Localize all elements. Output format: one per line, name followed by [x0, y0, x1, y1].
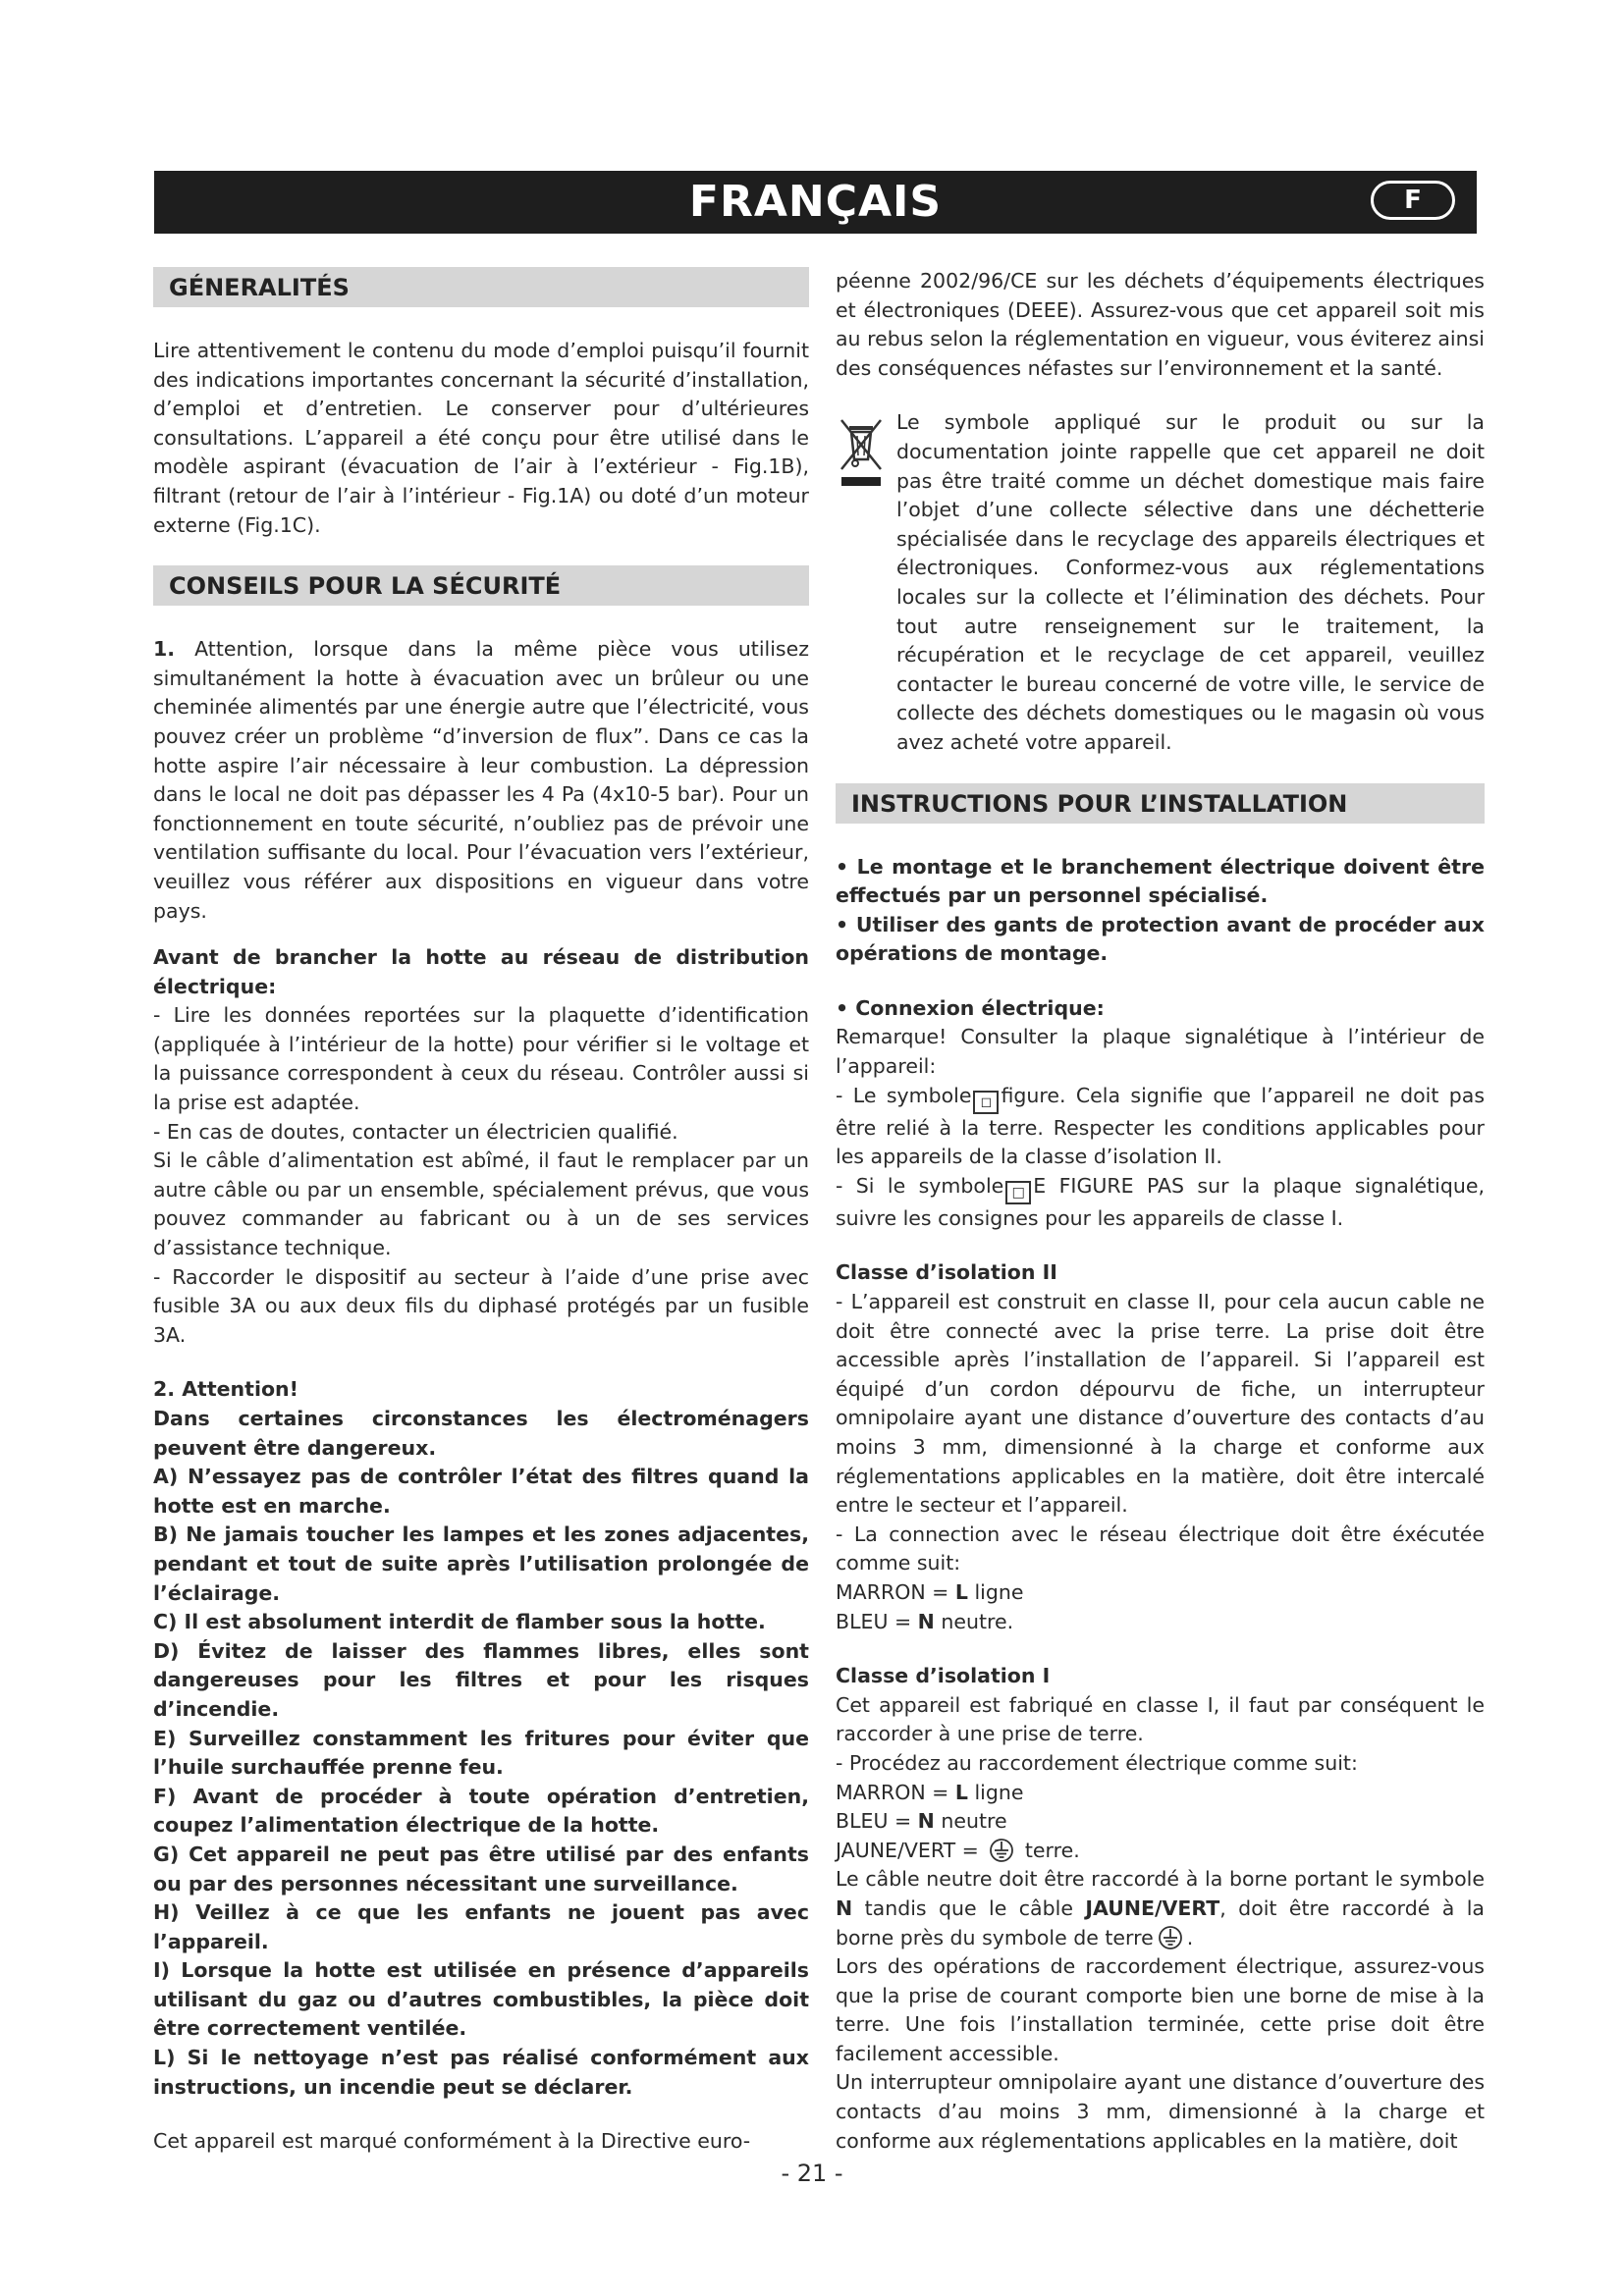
wire-label: JAUNE/VERT =	[836, 1838, 986, 1862]
connexion-2a: - Le symbole	[836, 1083, 972, 1107]
paragraph-before-4: - Raccorder le dispositif au secteur à l’aide d’une prise avec fusible 3A ou aux deux fils du diphasé protégés par un fusible 3A.	[153, 1264, 809, 1347]
paragraph-classe-2-2: - La connection avec le réseau électrique doit être éxécutée comme suit:	[836, 1522, 1485, 1575]
section-header-installation: INSTRUCTIONS POUR L’INSTALLATION	[836, 783, 1485, 824]
safety-1-text: Attention, lorsque dans la même pièce vous utilisez simultanément la hotte à évacuation avec un brûleur ou une cheminée alimentés par une énergie autre que l’électricité, vous pouvez créer un problème “d’inversion de flux”. Dans ce cas la hotte aspire l’air nécessaire à leur combustion. La dépression dans le local ne doit pas dépasser les 4 Pa (4x10-5 bar). Pour un fonctionnement en toute sécurité, n’oubliez pas de prévoir une ventilation suffisante du local. Pour l’évacuation vers l’extérieur, veuillez vous référer aux dispositions en vigueur dans votre pays.	[153, 637, 809, 923]
text-part: Le câble neutre doit être raccordé à la borne portant le symbole	[836, 1867, 1485, 1892]
paragraph-classe-1-1: Cet appareil est fabriqué en classe I, il faut par conséquent le raccorder à une prise de terre.	[836, 1692, 1485, 1746]
right-column	[836, 267, 1485, 2156]
wire-desc: neutre.	[934, 1609, 1014, 1633]
wire-label: MARRON =	[836, 1579, 955, 1604]
connexion-3a: - Si le symbole	[836, 1173, 1004, 1198]
paragraph-general: Lire attentivement le contenu du mode d’emploi puisqu’il fournit des indications importantes concernant la sécurité d’installation, d’emploi et d’entretien. Le conserver pour d’ultérieures consultations. L’appareil a été conçu pour être utilisé dans le modèle aspirant (évacuation de l’air à l’extérieur - Fig.1B), filtrant (retour de l’air à l’intérieur - Fig.1A) ou doté d’un moteur externe (Fig.1C).	[153, 339, 809, 537]
paragraph-connexion-2	[836, 1082, 1485, 1172]
wire-code: L	[954, 1579, 968, 1604]
subheading-avant-brancher: Avant de brancher la hotte au réseau de distribution électrique:	[153, 945, 809, 998]
paragraph-before-3: Si le câble d’alimentation est abîmé, il faut le remplacer par un autre câble ou par un ensemble, spécialement prévus, que vous pouvez commander au fabricant ou à un de ses services d’assistance technique.	[153, 1148, 809, 1260]
attention-item-a: A) N’essayez pas de contrôler l’état des filtres quand la hotte est en marche.	[153, 1465, 809, 1518]
wire-desc: ligne	[967, 1780, 1024, 1804]
attention-item-b: B) Ne jamais toucher les lampes et les zones adjacentes, pendant et tout de suite après l’utilisation prolongée de l’éclairage.	[153, 1522, 809, 1605]
wire-marron-c1	[836, 1779, 1485, 1808]
subheading-connexion: • Connexion électrique:	[836, 995, 1105, 1020]
left-column	[153, 267, 809, 2157]
text-part: , doit être raccordé à la borne près du symbole de terre	[836, 1896, 1485, 1949]
attention-intro: Dans certaines circonstances les électroménagers peuvent être dangereux.	[153, 1407, 809, 1460]
text-part-bold: N	[836, 1896, 853, 1920]
connexion-3b: E FIGURE PAS sur la plaque signalétique, suivre les consignes pour les appareils de classe I.	[836, 1173, 1485, 1230]
paragraph-weee-continued: péenne 2002/96/CE sur les déchets d’équipements électriques et électroniques (DEEE). Assurez-vous que cet appareil soit mis au rebus selon la réglementation en vigueur, vous éviterez ainsi des conséquences néfastes sur l’environnement et la santé.	[836, 269, 1485, 380]
attention-item-d: D) Évitez de laisser des flammes libres, elles sont dangereuses pour les filtres et pour les risques d’incendie.	[153, 1638, 809, 1721]
wire-code: N	[917, 1809, 935, 1834]
wire-desc: terre.	[1018, 1838, 1080, 1862]
paragraph-connexion-3	[836, 1172, 1485, 1234]
wire-code: N	[917, 1609, 935, 1633]
attention-item-f: F) Avant de procéder à toute opération d’entretien, coupez l’alimentation électrique de la hotte.	[153, 1784, 809, 1838]
attention-item-i: I) Lorsque la hotte est utilisée en présence d’appareils utilisant du gaz ou d’autres combustibles, la pièce doit être correctement ventilée.	[153, 1958, 809, 2041]
section-header-securite: CONSEILS POUR LA SÉCURITÉ	[153, 565, 809, 606]
wire-bleu-c2	[836, 1608, 1485, 1637]
install-bullet-1: • Le montage et le branchement électrique doivent être effectués par un personnel spécialisé.	[836, 854, 1485, 908]
text-part-bold: JAUNE/VERT	[1085, 1896, 1220, 1920]
attention-item-l: L) Si le nettoyage n’est pas réalisé conformément aux instructions, un incendie peut se déclarer.	[153, 2046, 809, 2099]
text-part: tandis que le câble	[852, 1896, 1086, 1920]
paragraph-marked: Cet appareil est marqué conformément à la Directive euro-	[153, 2129, 751, 2154]
attention-item-e: E) Surveillez constamment les fritures pour éviter que l’huile surchauffée prenne feu.	[153, 1726, 809, 1780]
paragraph-connexion-1: Remarque! Consulter la plaque signalétique à l’intérieur de l’appareil:	[836, 1025, 1485, 1079]
weee-block	[836, 408, 1485, 757]
paragraph-classe-1-5: Un interrupteur omnipolaire ayant une distance d’ouverture des contacts d’au moins 3 mm, dimensionné à la charge et conforme aux réglementations applicables en la matière, doit	[836, 2070, 1485, 2153]
subheading-classe-1: Classe d’isolation I	[836, 1664, 1051, 1688]
subheading-attention: 2. Attention!	[153, 1377, 299, 1402]
page-number: - 21 -	[781, 2160, 843, 2187]
language-badge: F	[1371, 181, 1455, 220]
install-bullet-2: • Utiliser des gants de protection avant de procéder aux opérations de montage.	[836, 912, 1485, 966]
banner-title: FRANÇAIS	[688, 177, 943, 227]
class-symbol-icon: □	[1005, 1181, 1031, 1204]
wire-label: MARRON =	[836, 1780, 955, 1804]
crossed-bin-icon	[836, 412, 887, 495]
wire-label: BLEU =	[836, 1609, 918, 1633]
wire-bleu-c1	[836, 1807, 1485, 1837]
paragraph-classe-1-2: - Procédez au raccordement électrique comme suit:	[836, 1750, 1358, 1775]
attention-item-c: C) Il est absolument interdit de flamber sous la hotte.	[153, 1610, 766, 1634]
safety-number: 1.	[153, 637, 176, 662]
wire-marron-c2	[836, 1578, 1485, 1608]
paragraph-before-2: - En cas de doutes, contacter un électricien qualifié.	[153, 1119, 678, 1144]
earth-icon	[1158, 1925, 1183, 1950]
connexion-2b: figure. Cela signifie que l’appareil ne doit pas être relié à la terre. Respecter les conditions applicables pour les appareils de la classe d’isolation II.	[836, 1083, 1485, 1169]
section-header-generalites: GÉNERALITÉS	[153, 267, 809, 307]
paragraph-classe-2-1: - L’appareil est construit en classe II, pour cela aucun cable ne doit être connecté avec la prise terre. La prise doit être accessible après l’installation de l’appareil. Si l’appareil est équipé d’un cordon dépourvu de fiche, un interrupteur omnipolaire ayant une distance d’ouverture des contacts d’au moins 3 mm, dimensionné à la charge et conforme aux réglementations applicables en la matière, doit être intercalé entre le secteur et l’appareil.	[836, 1290, 1485, 1518]
paragraph-classe-1-4: Lors des opérations de raccordement électrique, assurez-vous que la prise de courant comporte bien une borne de mise à la terre. Une fois l’installation terminée, cette prise doit être facilement accessible.	[836, 1954, 1485, 2065]
subheading-classe-2: Classe d’isolation II	[836, 1260, 1057, 1285]
wire-jaune-vert-c1	[836, 1837, 1485, 1866]
paragraph-before-1: - Lire les données reportées sur la plaquette d’identification (appliquée à l’intérieur de la hotte) pour vérifier si le voltage et la puissance correspondent à ceux du réseau. Contrôler aussi si la prise est adaptée.	[153, 1003, 809, 1115]
wire-label: BLEU =	[836, 1809, 918, 1834]
paragraph-classe-1-3	[836, 1865, 1485, 1952]
attention-item-g: G) Cet appareil ne peut pas être utilisé par des enfants ou par des personnes nécessitant une surveillance.	[153, 1842, 809, 1896]
text-part: .	[1186, 1925, 1194, 1949]
earth-icon	[989, 1838, 1014, 1863]
double-insulation-icon: ◻	[973, 1091, 999, 1114]
language-banner	[154, 171, 1477, 234]
paragraph-weee-symbol: Le symbole appliqué sur le produit ou sur la documentation jointe rappelle que cet appareil ne doit pas être traité comme un déchet domestique mais faire l’objet d’une collecte sélective dans une déchetterie spécialisée dans le recyclage des appareils électriques et électroniques. Conformez-vous aux réglementations locales sur la collecte et l’élimination des déchets. Pour tout autre renseignement sur le traitement, la récupération et le recyclage de cet appareil, veuillez contacter le bureau concerné de votre ville, le service de collecte des déchets domestiques ou le magasin où vous avez acheté votre appareil.	[896, 410, 1485, 754]
paragraph-safety-1	[153, 635, 809, 926]
wire-desc: neutre	[934, 1809, 1007, 1834]
wire-desc: ligne	[967, 1579, 1024, 1604]
attention-item-h: H) Veillez à ce que les enfants ne jouent pas avec l’appareil.	[153, 1900, 809, 1953]
wire-code: L	[954, 1780, 968, 1804]
